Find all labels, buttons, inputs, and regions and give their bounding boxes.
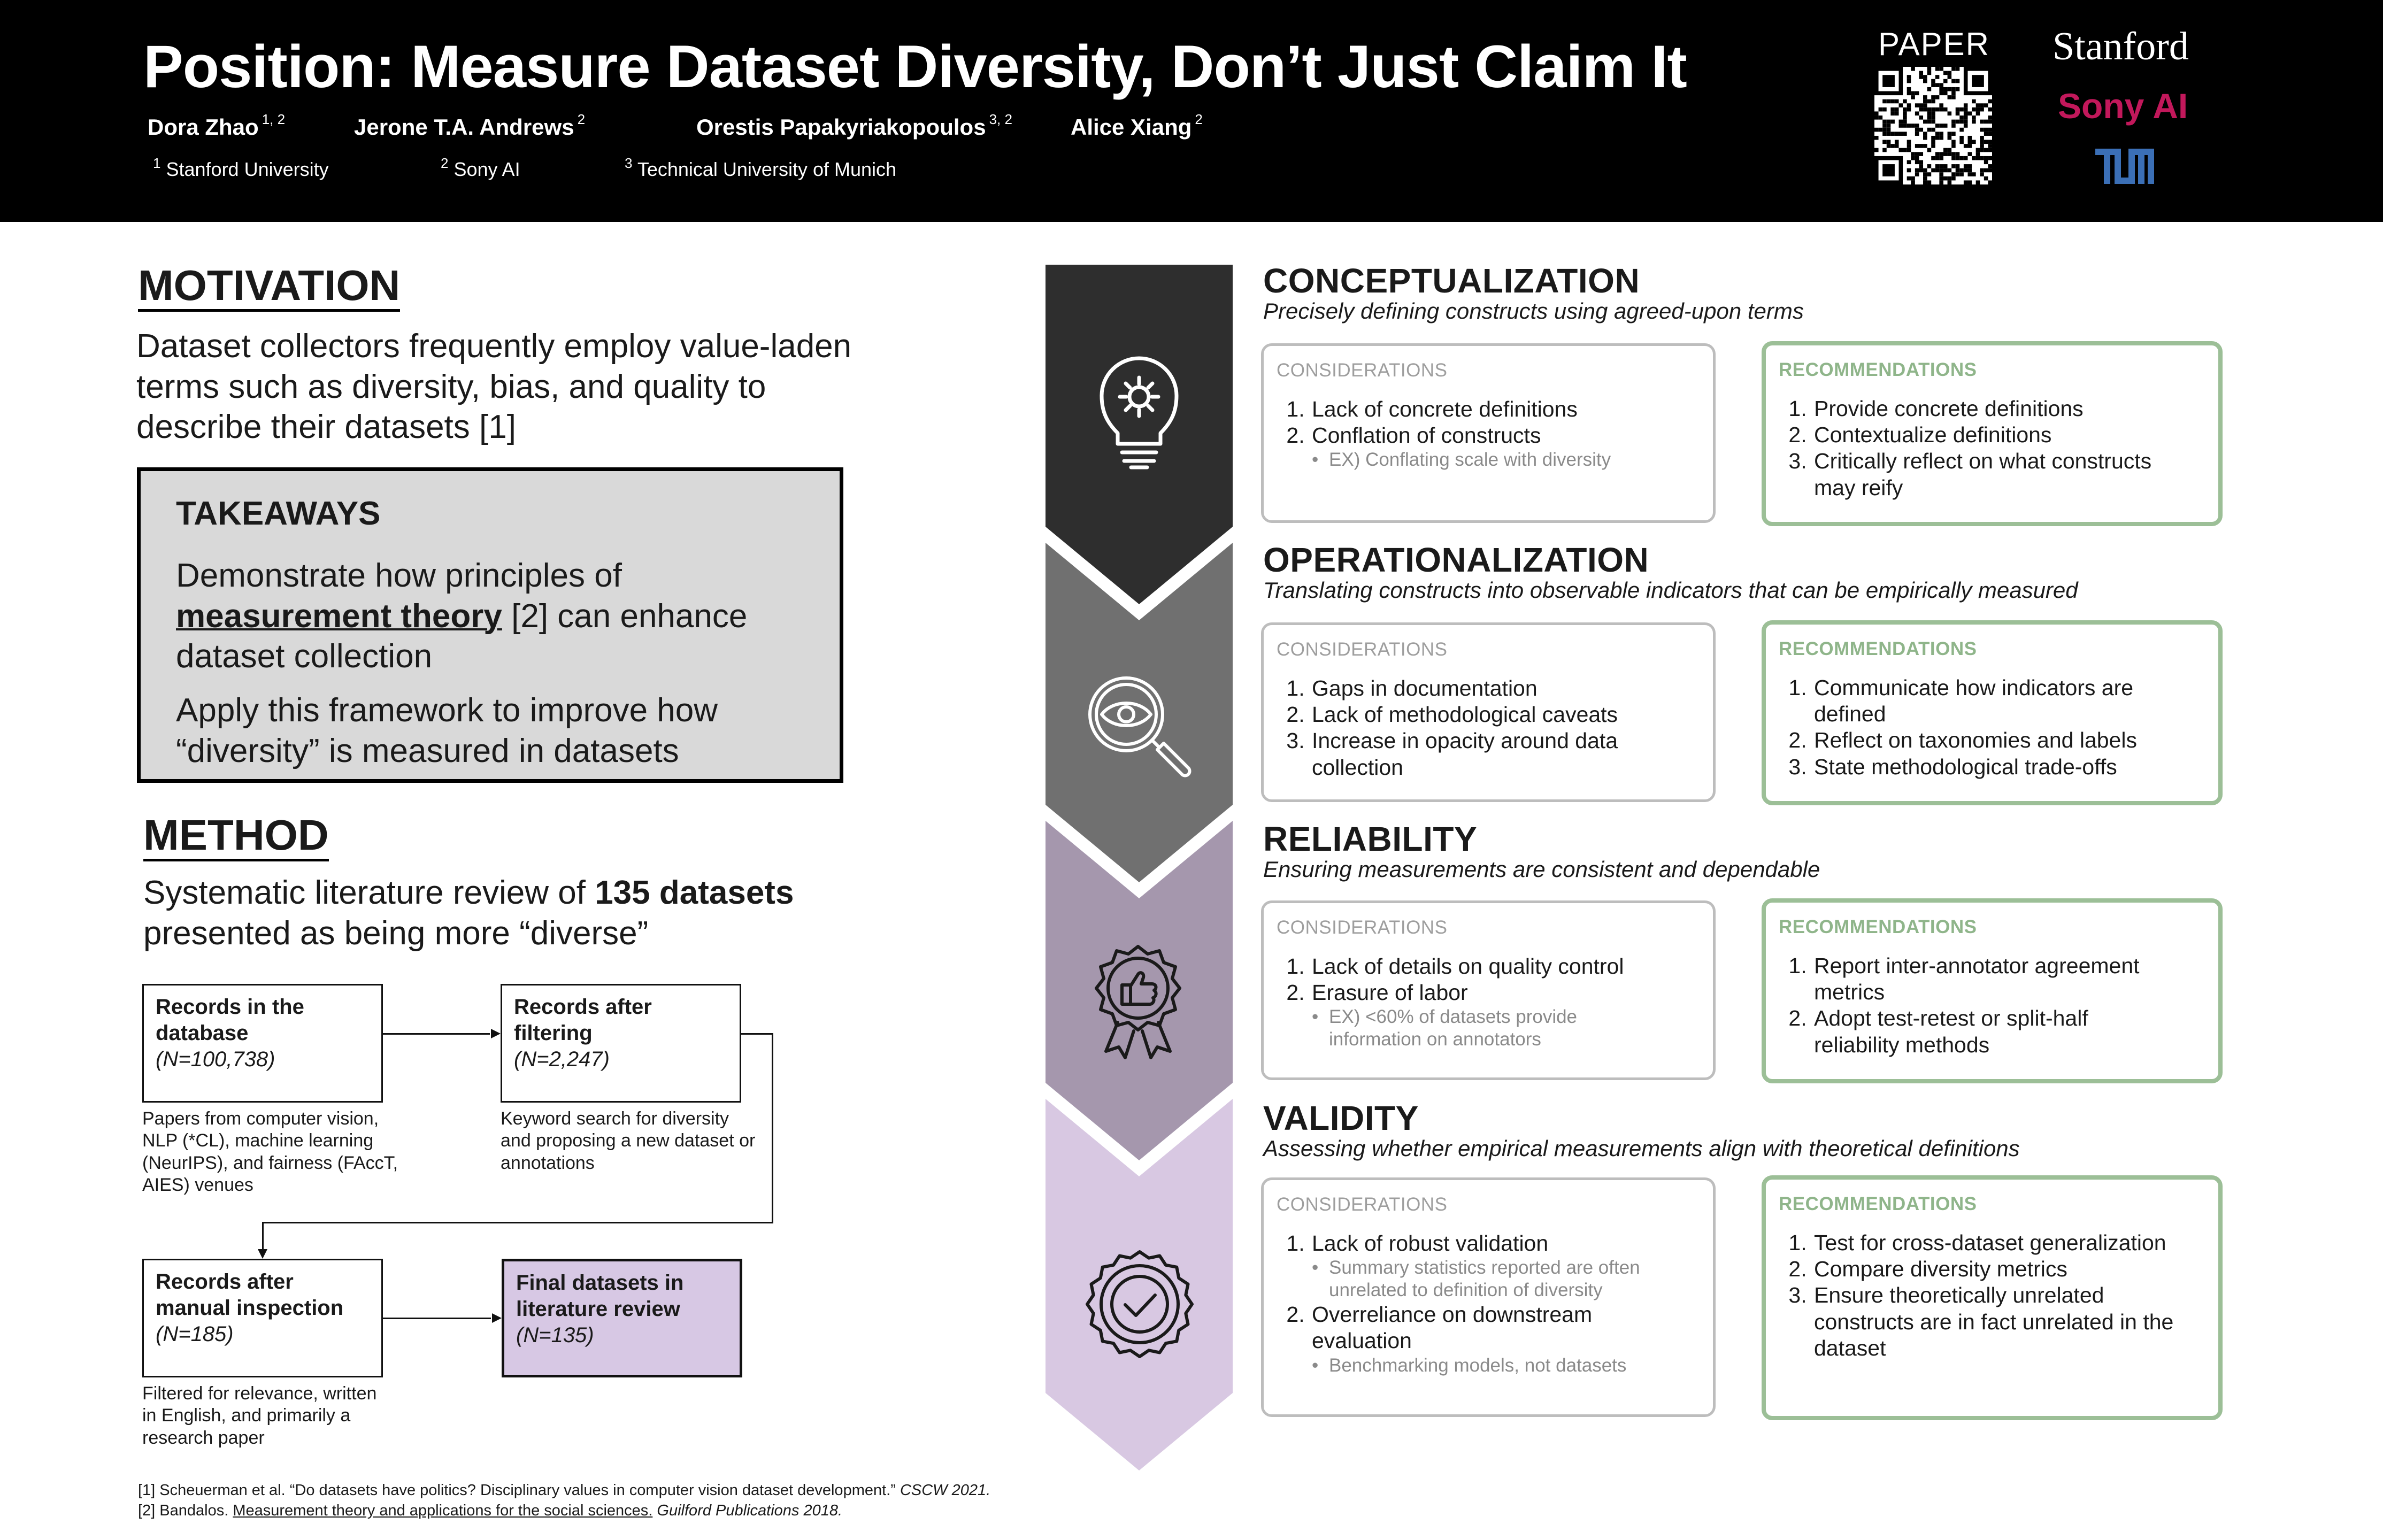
flow-box-final-datasets: Final datasets in literature review (N=135) [502, 1259, 742, 1377]
method-heading: METHOD [143, 813, 329, 861]
flow-note-manual-inspection: Filtered for relevance, written in English, and primarily a research paper [142, 1383, 377, 1448]
consideration-item: 1. Lack of details on quality control [1311, 953, 1627, 980]
consideration-item: 1. Gaps in documentation [1311, 675, 1696, 702]
considerations-card: CONSIDERATIONS 1. Lack of robust validation • Summary statistics reported are often unrelated to definition of diversity 2. Overreliance on downstream evaluation • Benchmarking models, not datasets [1261, 1177, 1716, 1417]
recommendation-item: 3. State methodological trade-offs [1813, 754, 2198, 780]
flow-note-database: Papers from computer vision, NLP (*CL), machine learning (NeurIPS), and fairness (FAccT, AIES) venues [142, 1108, 398, 1196]
reference-2: [2] Bandalos. Measurement theory and applications for the social sciences. Guilford Publications 2018. [138, 1502, 843, 1520]
takeaway-1: Demonstrate how principles of measurement theory [2] can enhance dataset collection [176, 557, 748, 675]
flow-box-filtering: Records after filtering (N=2,247) [501, 984, 741, 1103]
poster-title: Position: Measure Dataset Diversity, Don’t Just Claim It [143, 33, 1687, 100]
recommendation-item: 1. Communicate how indicators are defined [1813, 675, 2198, 727]
author-4: Alice Xiang $^2$ [1071, 111, 1203, 140]
paper-label: PAPER [1878, 26, 1990, 62]
flow-arrowhead [258, 1249, 267, 1259]
recommendation-item: 2. Adopt test-retest or split-half reliability methods [1813, 1005, 2155, 1058]
references [138, 1480, 990, 1521]
flow-arrowhead [492, 1313, 502, 1323]
step-title-operationalization: OPERATIONALIZATION [1263, 541, 1649, 579]
recommendation-item: 1. Provide concrete definitions [1813, 396, 2178, 422]
checkmark-seal-icon [1083, 1248, 1196, 1360]
author-1: Dora Zhao $^{1, 2}$ [148, 111, 286, 140]
takeaway-2: Apply this framework to improve how “diversity” is measured in datasets [176, 692, 718, 769]
recommendation-item: 1. Test for cross-dataset generalization [1813, 1230, 2198, 1256]
consideration-item: 1. Lack of robust validation • Summary statistics reported are often unrelated to definition of diversity [1311, 1230, 1685, 1302]
consideration-example: • Summary statistics reported are often unrelated to definition of diversity [1328, 1257, 1670, 1302]
takeaways-box [137, 467, 843, 783]
flow-note-filtering: Keyword search for diversity and proposing a new dataset or annotations [501, 1108, 756, 1173]
recommendation-item: 3. Critically reflect on what constructs may reify [1813, 448, 2178, 500]
consideration-example: • EX) <60% of datasets provide information on annotators [1328, 1006, 1627, 1051]
flow-arrowhead [491, 1029, 501, 1038]
flow-connector [383, 1033, 490, 1035]
consideration-item: 2. Conflation of constructs • EX) Conflating scale with diversity [1311, 422, 1611, 471]
considerations-card: CONSIDERATIONS 1. Lack of concrete definitions 2. Conflation of constructs • EX) Conflating scale with diversity [1261, 343, 1716, 523]
recommendations-card: RECOMMENDATIONS 1. Test for cross-dataset generalization 2. Compare diversity metrics 3. Ensure theoretically unrelated constructs are in fact unrelated in the dataset [1762, 1175, 2223, 1420]
qr-code-icon[interactable] [1874, 67, 1992, 184]
tum-logo-icon [2095, 149, 2154, 184]
step-subtitle-conceptualization: Precisely defining constructs using agreed-upon terms [1263, 298, 1804, 324]
consideration-example: • EX) Conflating scale with diversity [1328, 449, 1611, 471]
measurement-theory-emphasis: measurement theory [176, 597, 502, 635]
recommendations-card: RECOMMENDATIONS 1. Provide concrete definitions 2. Contextualize definitions 3. Critically reflect on what constructs may reify [1762, 341, 2223, 526]
lightbulb-gear-icon [1096, 353, 1182, 471]
motivation-heading: MOTIVATION [138, 263, 400, 312]
reference-1: [1] Scheuerman et al. “Do datasets have politics? Disciplinary values in computer vision dataset development.” CSCW 2021. [138, 1482, 991, 1499]
recommendation-item: 2. Compare diversity metrics [1813, 1256, 2198, 1282]
consideration-example: • Benchmarking models, not datasets [1328, 1354, 1685, 1377]
consideration-item: 2. Overreliance on downstream evaluation • Benchmarking models, not datasets [1311, 1302, 1685, 1376]
stanford-logo: Stanford [2053, 25, 2189, 68]
flow-box-manual-inspection: Records after manual inspection (N=185) [142, 1259, 383, 1377]
affiliation-3: $^3$ Technical University of Munich [625, 155, 897, 180]
motivation-text: Dataset collectors frequently employ value-laden terms such as diversity, bias, and quality to describe their datasets [1] [136, 328, 852, 446]
flow-connector [383, 1318, 491, 1319]
step-title-validity: VALIDITY [1263, 1099, 1419, 1137]
affiliation-1: $^1$ Stanford University [153, 155, 329, 180]
method-text: Systematic literature review of 135 datasets presented as being more “diverse” [143, 874, 794, 952]
poster-header [0, 0, 2383, 222]
flow-connector [741, 1033, 773, 1035]
recommendation-item: 3. Ensure theoretically unrelated constructs are in fact unrelated in the dataset [1813, 1282, 2198, 1361]
author-2: Jerone T.A. Andrews $^2$ [354, 111, 586, 140]
flow-connector [262, 1222, 264, 1250]
recommendation-item: 2. Reflect on taxonomies and labels [1813, 727, 2198, 753]
thumbs-up-badge-icon [1085, 942, 1191, 1060]
flow-box-database: Records in the database (N=100,738) [142, 984, 383, 1103]
consideration-item: 2. Erasure of labor • EX) <60% of datasets provide information on annotators [1311, 980, 1627, 1051]
considerations-card: CONSIDERATIONS 1. Lack of details on quality control 2. Erasure of labor • EX) <60% of datasets provide information on annotators [1261, 900, 1716, 1080]
consideration-item: 3. Increase in opacity around data collection [1311, 728, 1696, 780]
magnifier-eye-icon [1083, 672, 1196, 784]
sony-ai-logo: Sony AI [2058, 86, 2188, 126]
flow-connector [772, 1033, 773, 1223]
flow-connector [262, 1222, 773, 1223]
step-subtitle-validity: Assessing whether empirical measurements align with theoretical definitions [1263, 1136, 2020, 1161]
step-subtitle-operationalization: Translating constructs into observable indicators that can be empirically measured [1263, 578, 2078, 603]
consideration-item: 2. Lack of methodological caveats [1311, 702, 1696, 728]
step-subtitle-reliability: Ensuring measurements are consistent and dependable [1263, 857, 1820, 882]
recommendation-item: 1. Report inter-annotator agreement metrics [1813, 953, 2155, 1005]
recommendations-card: RECOMMENDATIONS 1. Report inter-annotator agreement metrics 2. Adopt test-retest or split-half reliability methods [1762, 898, 2223, 1083]
affiliation-2: $^2$ Sony AI [441, 155, 520, 180]
recommendation-item: 2. Contextualize definitions [1813, 422, 2178, 448]
author-3: Orestis Papakyriakopoulos $^{3, 2}$ [696, 111, 1012, 140]
takeaways-heading: TAKEAWAYS [176, 495, 381, 532]
step-title-conceptualization: CONCEPTUALIZATION [1263, 261, 1640, 300]
recommendations-card: RECOMMENDATIONS 1. Communicate how indicators are defined 2. Reflect on taxonomies and labels 3. State methodological trade-offs [1762, 620, 2223, 805]
considerations-card: CONSIDERATIONS 1. Gaps in documentation 2. Lack of methodological caveats 3. Increase in opacity around data collection [1261, 622, 1716, 802]
consideration-item: 1. Lack of concrete definitions [1311, 396, 1611, 422]
step-title-reliability: RELIABILITY [1263, 820, 1478, 858]
